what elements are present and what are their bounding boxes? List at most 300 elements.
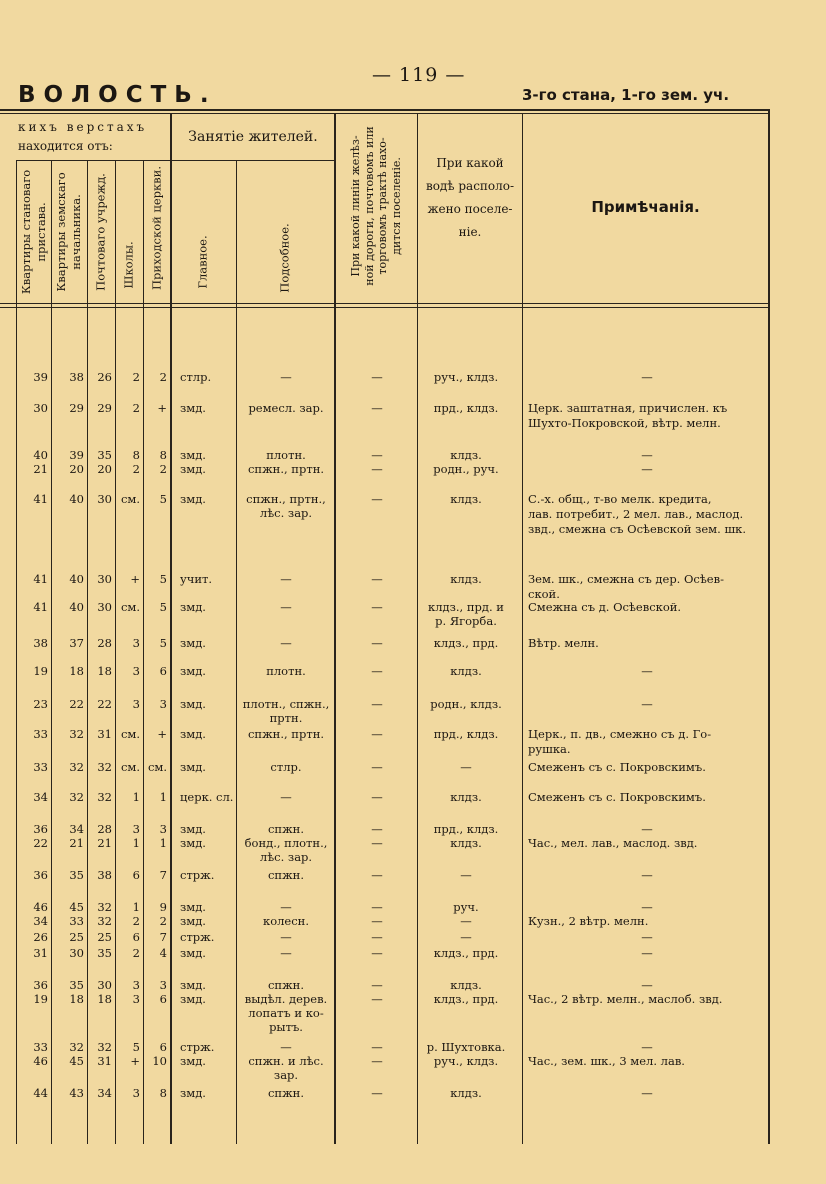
secondary-occupation: —	[280, 600, 292, 614]
church-distance: +	[157, 727, 167, 741]
row-note: звд., смежна съ Осѣевской зем. шк.	[528, 522, 746, 536]
main-occupation: учит.	[180, 572, 213, 586]
church-distance: 3	[159, 697, 167, 711]
zemsky-distance: 40	[69, 600, 84, 614]
post-distance: 30	[97, 492, 112, 506]
post-distance: 35	[97, 448, 112, 462]
water-source: руч., клдз.	[433, 1054, 499, 1068]
zemsky-distance: 30	[69, 946, 84, 960]
stan-subtitle: 3-го стана, 1-го зем. уч.	[522, 86, 730, 104]
water-source: р. Ягорба.	[435, 614, 497, 628]
school-distance: 3	[132, 992, 140, 1006]
main-occupation: змд.	[180, 401, 206, 415]
main-occupation: змд.	[180, 992, 206, 1006]
col-water-line-3: жено поселе-	[427, 202, 513, 216]
col-rail-heading	[349, 126, 403, 285]
main-occupation: церк. сл.	[180, 790, 234, 804]
water-source: клдз., прд.	[433, 636, 499, 650]
water-source: руч.	[453, 900, 479, 914]
post-distance: 32	[97, 900, 112, 914]
rail-road: —	[371, 448, 383, 462]
school-distance: 8	[132, 448, 140, 462]
church-distance: 5	[159, 600, 167, 614]
stanovoy-distance: 34	[33, 790, 48, 804]
stanovoy-distance: 26	[33, 930, 48, 944]
row-note: —	[641, 1086, 653, 1100]
zemsky-distance: 34	[69, 822, 84, 836]
water-source: —	[460, 930, 472, 944]
water-source: прд., клдз.	[433, 727, 499, 741]
rail-road: —	[371, 790, 383, 804]
church-distance: 5	[159, 492, 167, 506]
rail-road: —	[371, 1040, 383, 1054]
school-distance: 6	[132, 930, 140, 944]
col-rail-line-4: дится поселеніе.	[389, 157, 403, 255]
rail-road: —	[371, 992, 383, 1006]
secondary-occupation: —	[280, 930, 292, 944]
rail-road: —	[371, 664, 383, 678]
secondary-occupation: спжн.	[267, 978, 305, 992]
zemsky-distance: 32	[69, 790, 84, 804]
post-distance: 20	[97, 462, 112, 476]
col-water-line-1: При какой	[436, 156, 504, 170]
col-stanovoy-heading	[19, 170, 49, 294]
zemsky-distance: 18	[69, 992, 84, 1006]
church-distance: 8	[159, 1086, 167, 1100]
church-distance: см.	[147, 760, 167, 774]
rail-road: —	[371, 946, 383, 960]
row-note: —	[641, 370, 653, 384]
secondary-occupation: —	[280, 370, 292, 384]
row-note: —	[641, 448, 653, 462]
main-occupation: змд.	[180, 900, 206, 914]
col-rule-5	[143, 160, 144, 1144]
church-distance: 3	[159, 978, 167, 992]
col-school-heading	[122, 241, 137, 288]
row-note: —	[641, 462, 653, 476]
main-occupation: змд.	[180, 462, 206, 476]
main-occupation: змд.	[180, 822, 206, 836]
stanovoy-distance: 40	[33, 448, 48, 462]
secondary-occupation: бонд., плотн.,	[244, 836, 328, 850]
water-source: клдз.	[450, 790, 482, 804]
table-top-rule	[0, 109, 770, 111]
secondary-occupation: лѣс. зар.	[259, 850, 313, 864]
water-source: клдз., прд. и	[428, 600, 504, 614]
church-distance: 3	[159, 822, 167, 836]
col-rule-4	[115, 160, 116, 1144]
row-note: —	[641, 930, 653, 944]
secondary-occupation: колесн.	[263, 914, 309, 928]
school-distance: 2	[132, 462, 140, 476]
col-rule-9	[417, 113, 418, 1144]
stanovoy-distance: 36	[33, 978, 48, 992]
main-occupation: змд.	[180, 448, 206, 462]
occupation-group-rule	[170, 160, 334, 161]
col-post-line-1: Почтоваго учрежд.	[93, 173, 108, 291]
water-source: —	[460, 760, 472, 774]
col-rule-2	[51, 160, 52, 1144]
post-distance: 26	[97, 370, 112, 384]
school-distance: 1	[132, 900, 140, 914]
main-occupation: змд.	[180, 492, 206, 506]
water-source: прд., клдз.	[433, 822, 499, 836]
secondary-occupation: спжн. и лѣс.	[248, 1054, 324, 1068]
stanovoy-distance: 31	[33, 946, 48, 960]
table-top-rule-2	[0, 113, 770, 114]
secondary-occupation: зар.	[273, 1068, 299, 1082]
zemsky-distance: 39	[69, 448, 84, 462]
col-main-heading: Главное.	[195, 235, 210, 289]
secondary-occupation: спжн.	[267, 1086, 305, 1100]
rail-road: —	[371, 914, 383, 928]
zemsky-distance: 37	[69, 636, 84, 650]
school-distance: 3	[132, 1086, 140, 1100]
school-distance: 2	[132, 914, 140, 928]
main-occupation: змд.	[180, 600, 206, 614]
stanovoy-distance: 19	[33, 664, 48, 678]
secondary-occupation: плотн., спжн.,	[242, 697, 330, 711]
stanovoy-distance: 30	[33, 401, 48, 415]
secondary-occupation: лопатъ и ко-	[248, 1006, 324, 1020]
church-distance: 7	[159, 868, 167, 882]
main-occupation: змд.	[180, 914, 206, 928]
stanovoy-distance: 44	[33, 1086, 48, 1100]
post-distance: 35	[97, 946, 112, 960]
post-distance: 30	[97, 600, 112, 614]
volost-title: ВОЛОСТЬ.	[18, 82, 217, 108]
rail-road: —	[371, 636, 383, 650]
col-post-heading	[94, 173, 109, 291]
church-distance: 6	[159, 1040, 167, 1054]
rail-road: —	[371, 978, 383, 992]
post-distance: 32	[97, 914, 112, 928]
zemsky-distance: 43	[69, 1086, 84, 1100]
school-distance: 2	[132, 401, 140, 415]
row-note: —	[641, 822, 653, 836]
stanovoy-distance: 23	[33, 697, 48, 711]
church-distance: 7	[159, 930, 167, 944]
school-distance: 3	[132, 664, 140, 678]
zemsky-distance: 38	[69, 370, 84, 384]
zemsky-distance: 32	[69, 727, 84, 741]
school-distance: 3	[132, 636, 140, 650]
row-note: Шухто-Покровской, вѣтр. мелн.	[528, 416, 721, 430]
stanovoy-distance: 41	[33, 600, 48, 614]
row-note: Смеженъ съ с. Покровскимъ.	[528, 760, 706, 774]
main-occupation: змд.	[180, 727, 206, 741]
secondary-occupation: —	[280, 1040, 292, 1054]
church-distance: 8	[159, 448, 167, 462]
secondary-occupation: —	[280, 946, 292, 960]
water-source: руч., клдз.	[433, 370, 499, 384]
row-note: Час., зем. шк., 3 мел. лав.	[528, 1054, 685, 1068]
secondary-occupation: пртн.	[269, 711, 303, 725]
school-distance: см.	[120, 492, 140, 506]
church-distance: 2	[159, 370, 167, 384]
post-distance: 32	[97, 1040, 112, 1054]
row-note: Церк., п. дв., смежно съ д. Го-	[528, 727, 712, 741]
school-distance: 5	[132, 1040, 140, 1054]
row-note: ской.	[528, 587, 560, 601]
rail-road: —	[371, 836, 383, 850]
secondary-occupation: ремесл. зар.	[248, 401, 324, 415]
church-distance: 6	[159, 664, 167, 678]
school-distance: 1	[132, 790, 140, 804]
zemsky-distance: 29	[69, 401, 84, 415]
row-note: —	[641, 1040, 653, 1054]
col-zemsky-line-2: начальника.	[69, 194, 83, 270]
secondary-occupation: спжн.	[267, 868, 305, 882]
zemsky-distance: 45	[69, 900, 84, 914]
col-stanovoy-line-1: Квартиры становаго	[19, 169, 33, 295]
secondary-occupation: —	[280, 900, 292, 914]
secondary-occupation: плотн.	[266, 448, 306, 462]
church-distance: 5	[159, 636, 167, 650]
post-distance: 29	[97, 401, 112, 415]
water-source: —	[460, 868, 472, 882]
church-distance: 4	[159, 946, 167, 960]
row-note: рушка.	[528, 742, 571, 756]
secondary-occupation: лѣс. зар.	[259, 506, 313, 520]
main-occupation: змд.	[180, 978, 206, 992]
rail-road: —	[371, 900, 383, 914]
occupation-group-heading: Занятіе жителей.	[188, 129, 318, 145]
zemsky-distance: 21	[69, 836, 84, 850]
row-note: —	[641, 697, 653, 711]
secondary-occupation: —	[280, 790, 292, 804]
row-note: Зем. шк., смежна съ дер. Осѣев-	[528, 572, 724, 586]
secondary-occupation: —	[280, 636, 292, 650]
stanovoy-distance: 38	[33, 636, 48, 650]
row-note: Час., 2 вѣтр. мелн., маслоб. звд.	[528, 992, 723, 1006]
water-source: клдз., прд.	[433, 992, 499, 1006]
post-distance: 18	[97, 664, 112, 678]
col-rule-3	[87, 160, 88, 1144]
col-rail-line-1: При какой линіи желѣз-	[349, 135, 362, 277]
row-note: —	[641, 978, 653, 992]
school-distance: 3	[132, 978, 140, 992]
school-distance: +	[130, 572, 140, 586]
main-occupation: змд.	[180, 697, 206, 711]
water-source: клдз.	[450, 572, 482, 586]
zemsky-distance: 33	[69, 914, 84, 928]
school-distance: 3	[132, 697, 140, 711]
rail-road: —	[371, 727, 383, 741]
school-distance: см.	[120, 760, 140, 774]
col-water-heading	[418, 152, 522, 244]
row-note: —	[641, 868, 653, 882]
row-note: Вѣтр. мелн.	[528, 636, 599, 650]
stanovoy-distance: 46	[33, 900, 48, 914]
stanovoy-distance: 34	[33, 914, 48, 928]
church-distance: 1	[159, 836, 167, 850]
secondary-occupation: спжн., пртн.	[247, 727, 325, 741]
zemsky-distance: 45	[69, 1054, 84, 1068]
col-rule-1	[16, 160, 17, 1144]
school-distance: 2	[132, 946, 140, 960]
col-rule-7	[236, 160, 237, 1144]
post-distance: 28	[97, 636, 112, 650]
stanovoy-distance: 41	[33, 572, 48, 586]
col-water-line-4: ніе.	[458, 225, 482, 239]
rail-road: —	[371, 572, 383, 586]
church-distance: 9	[159, 900, 167, 914]
rail-road: —	[371, 462, 383, 476]
water-source: клдз., прд.	[433, 946, 499, 960]
row-note: —	[641, 664, 653, 678]
water-source: прд., клдз.	[433, 401, 499, 415]
col-rule-8	[334, 113, 336, 1144]
post-distance: 31	[97, 1054, 112, 1068]
post-distance: 31	[97, 727, 112, 741]
main-occupation: стрж.	[180, 1040, 215, 1054]
post-distance: 21	[97, 836, 112, 850]
stanovoy-distance: 33	[33, 760, 48, 774]
church-distance: +	[157, 401, 167, 415]
school-distance: +	[130, 1054, 140, 1068]
post-distance: 30	[97, 572, 112, 586]
stanovoy-distance: 22	[33, 836, 48, 850]
rail-road: —	[371, 697, 383, 711]
post-distance: 28	[97, 822, 112, 836]
church-distance: 2	[159, 462, 167, 476]
post-distance: 18	[97, 992, 112, 1006]
water-source: клдз.	[450, 1086, 482, 1100]
main-occupation: змд.	[180, 836, 206, 850]
main-occupation: змд.	[180, 1086, 206, 1100]
rail-road: —	[371, 600, 383, 614]
stanovoy-distance: 36	[33, 822, 48, 836]
rail-road: —	[371, 930, 383, 944]
stanovoy-distance: 33	[33, 727, 48, 741]
secondary-occupation: спжн.	[267, 822, 305, 836]
stanovoy-distance: 39	[33, 370, 48, 384]
zemsky-distance: 40	[69, 492, 84, 506]
rail-road: —	[371, 370, 383, 384]
water-source: клдз.	[450, 448, 482, 462]
zemsky-distance: 22	[69, 697, 84, 711]
water-source: —	[460, 914, 472, 928]
water-source: родн., руч.	[433, 462, 499, 476]
main-occupation: змд.	[180, 664, 206, 678]
stanovoy-distance: 19	[33, 992, 48, 1006]
secondary-occupation: стлр.	[270, 760, 302, 774]
secondary-occupation: выдѣл. дерев.	[244, 992, 328, 1006]
main-occupation: змд.	[180, 946, 206, 960]
col-church-line-1: Приходской церкви.	[149, 166, 164, 290]
church-distance: 2	[159, 914, 167, 928]
distance-group-line-2: находится отъ:	[18, 139, 113, 153]
col-secondary-heading: Подсобное.	[277, 223, 292, 293]
row-note: лав. потребит., 2 мел. лав., маслод.	[528, 507, 744, 521]
row-note: Кузн., 2 вѣтр. мелн.	[528, 914, 649, 928]
water-source: клдз.	[450, 978, 482, 992]
church-distance: 10	[152, 1054, 167, 1068]
zemsky-distance: 18	[69, 664, 84, 678]
church-distance: 6	[159, 992, 167, 1006]
post-distance: 38	[97, 868, 112, 882]
secondary-occupation: спжн., пртн.	[247, 462, 325, 476]
row-note: С.-х. общ., т-во мелк. кредита,	[528, 492, 712, 506]
zemsky-distance: 32	[69, 760, 84, 774]
zemsky-distance: 40	[69, 572, 84, 586]
secondary-occupation: рытъ.	[269, 1020, 303, 1034]
page-number: — 119 —	[372, 64, 466, 86]
col-zemsky-line-1: Квартиры земскаго	[54, 172, 68, 292]
post-distance: 32	[97, 790, 112, 804]
main-occupation: змд.	[180, 1054, 206, 1068]
col-rule-6	[170, 113, 172, 1144]
main-occupation: стлр.	[180, 370, 212, 384]
stanovoy-distance: 21	[33, 462, 48, 476]
distance-group-line-1: кихъ верстахъ	[18, 120, 148, 134]
row-note: Смеженъ съ с. Покровскимъ.	[528, 790, 706, 804]
water-source: р. Шухтовка.	[426, 1040, 506, 1054]
main-occupation: стрж.	[180, 868, 215, 882]
main-occupation: стрж.	[180, 930, 215, 944]
water-source: родн., клдз.	[430, 697, 502, 711]
main-occupation: змд.	[180, 760, 206, 774]
main-occupation: змд.	[180, 636, 206, 650]
row-note: —	[641, 946, 653, 960]
school-distance: 1	[132, 836, 140, 850]
rail-road: —	[371, 760, 383, 774]
secondary-occupation: плотн.	[266, 664, 306, 678]
zemsky-distance: 35	[69, 868, 84, 882]
col-school-line-1: Школы.	[121, 241, 136, 289]
church-distance: 5	[159, 572, 167, 586]
water-source: клдз.	[450, 664, 482, 678]
col-rule-11	[768, 109, 770, 1144]
school-distance: см.	[120, 727, 140, 741]
school-distance: 3	[132, 822, 140, 836]
church-distance: 1	[159, 790, 167, 804]
col-zemsky-heading	[54, 172, 84, 291]
zemsky-distance: 32	[69, 1040, 84, 1054]
rail-road: —	[371, 868, 383, 882]
col-church-heading	[150, 166, 165, 290]
zemsky-distance: 25	[69, 930, 84, 944]
distance-group-rule	[16, 160, 172, 161]
col-notes-heading: Примѣчанія.	[591, 198, 700, 216]
water-source: клдз.	[450, 492, 482, 506]
row-note: —	[641, 900, 653, 914]
stanovoy-distance: 33	[33, 1040, 48, 1054]
zemsky-distance: 35	[69, 978, 84, 992]
col-rail-line-3: торговомъ трактѣ нахо-	[376, 137, 389, 275]
col-rail-line-2: ной дороги, почтовомъ или	[362, 126, 376, 286]
post-distance: 34	[97, 1086, 112, 1100]
row-note: Церк. заштатная, причислен. къ	[528, 401, 728, 415]
col-water-line-2: водѣ располо-	[425, 179, 515, 193]
col-stanovoy-line-2: пристава.	[34, 202, 48, 262]
water-source: клдз.	[450, 836, 482, 850]
school-distance: 6	[132, 868, 140, 882]
rail-road: —	[371, 1086, 383, 1100]
post-distance: 32	[97, 760, 112, 774]
rail-road: —	[371, 1054, 383, 1068]
school-distance: 2	[132, 370, 140, 384]
secondary-occupation: —	[280, 572, 292, 586]
rail-road: —	[371, 492, 383, 506]
stanovoy-distance: 36	[33, 868, 48, 882]
row-note: Смежна съ д. Осѣевской.	[528, 600, 682, 614]
col-rule-10	[522, 113, 523, 1144]
post-distance: 30	[97, 978, 112, 992]
secondary-occupation: спжн., пртн.,	[246, 492, 326, 506]
zemsky-distance: 20	[69, 462, 84, 476]
